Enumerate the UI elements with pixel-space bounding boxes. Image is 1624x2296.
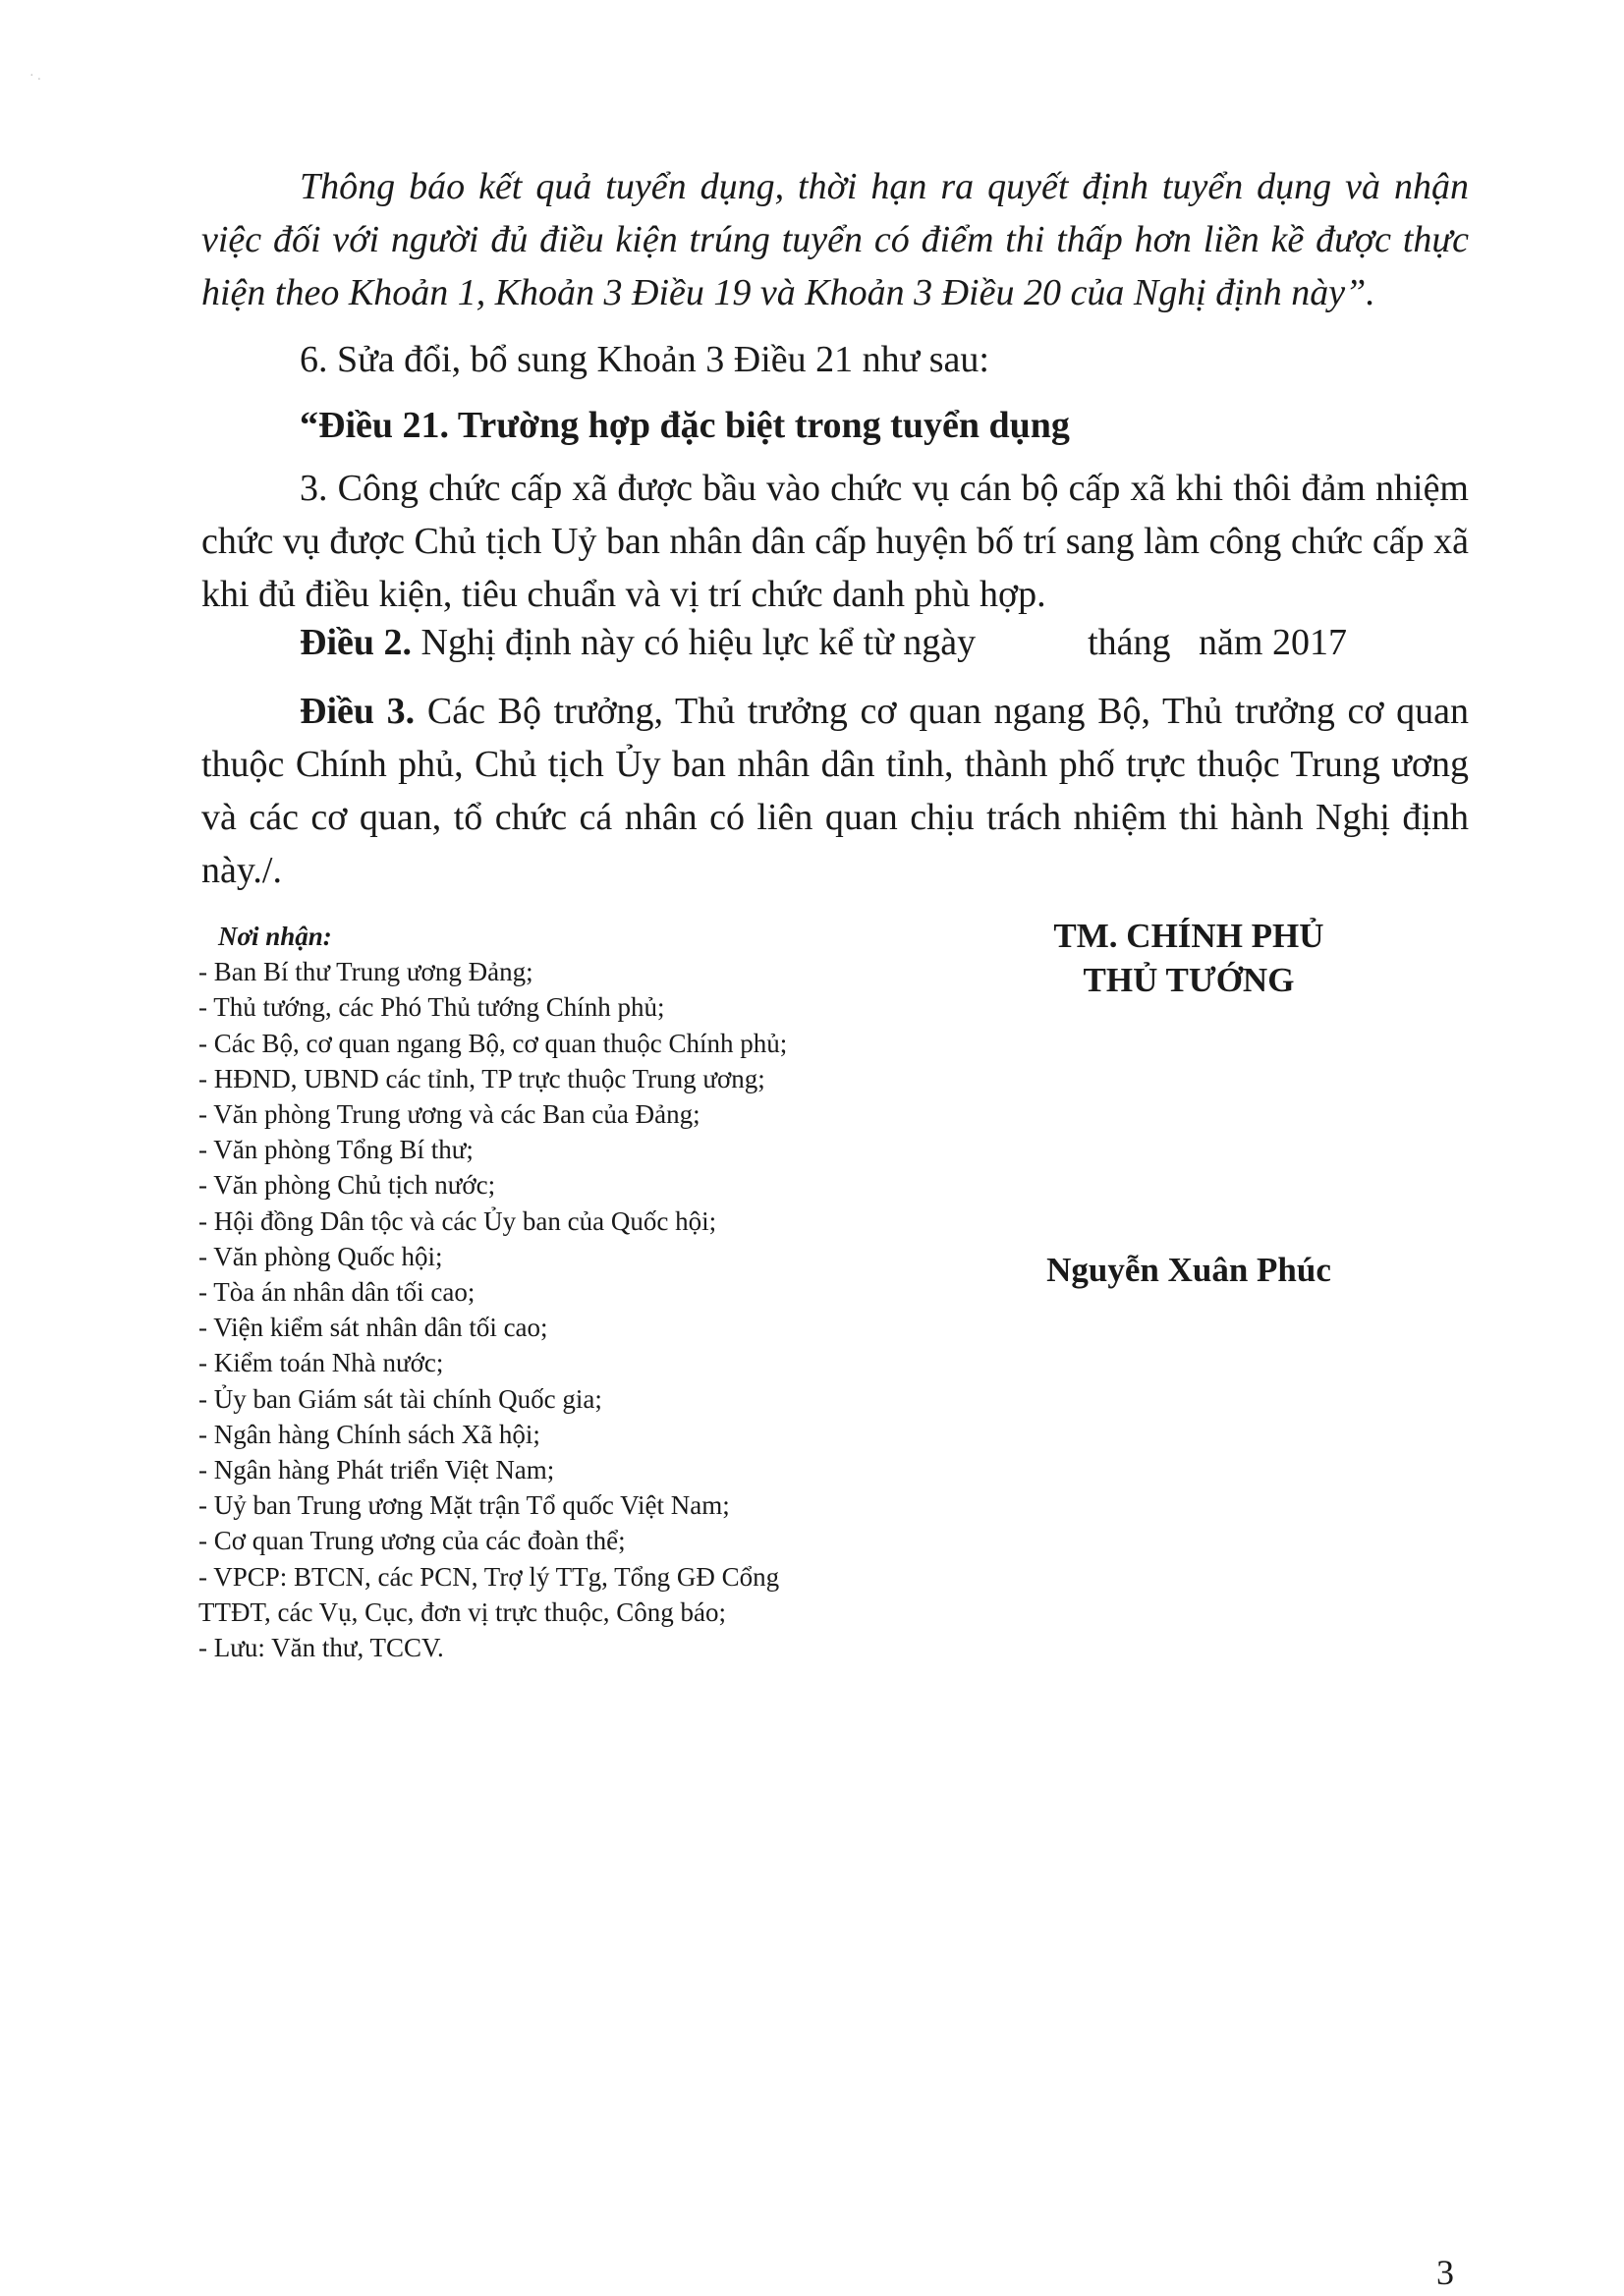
italic-notice-paragraph: Thông báo kết quả tuyển dụng, thời hạn ra quyết định tuyển dụng và nhận việc đối với người đủ điều kiện trúng tuyển có điểm thi thấp hơn liền kề được thực hiện theo Khoản 1, Khoản 3 Điều 19 và Khoản 3 Điều 20 của Nghị định này”. [201, 166, 1469, 313]
clause-3-paragraph: 3. Công chức cấp xã được bầu vào chức vụ cán bộ cấp xã khi thôi đảm nhiệm chức vụ được Chủ tịch Uỷ ban nhân dân cấp huyện bố trí sang làm công chức cấp xã khi đủ điều kiện, tiêu chuẩn và vị trí chức danh phù hợp. [201, 468, 1469, 615]
recipient-item: - Ban Bí thư Trung ương Đảng; [198, 957, 533, 987]
recipient-item: - Thủ tướng, các Phó Thủ tướng Chính phủ; [198, 992, 665, 1023]
amendment-6-line: 6. Sửa đổi, bổ sung Khoản 3 Điều 21 như sau: [300, 339, 989, 380]
recipients-title: Nơi nhận: [218, 922, 332, 951]
article-2-label: Điều 2. [300, 622, 412, 663]
article-3-paragraph [201, 685, 1469, 897]
recipient-item: - Kiểm toán Nhà nước; [198, 1348, 444, 1378]
recipient-item: - HĐND, UBND các tỉnh, TP trực thuộc Trung ương; [198, 1063, 765, 1093]
signature-role: THỦ TƯỚNG [1083, 961, 1295, 999]
recipient-item: - Ngân hàng Chính sách Xã hội; [198, 1419, 540, 1449]
recipient-item: - Cơ quan Trung ương của các đoàn thể; [198, 1526, 626, 1556]
recipient-item: - Các Bộ, cơ quan ngang Bộ, cơ quan thuộc Chính phủ; [198, 1028, 788, 1058]
recipient-item: - Tòa án nhân dân tối cao; [198, 1277, 476, 1308]
article-3-text: Các Bộ trưởng, Thủ trưởng cơ quan ngang Bộ, Thủ trưởng cơ quan thuộc Chính phủ, Chủ tịch Ủy ban nhân dân tỉnh, thành phố trực thuộc Trung ương và các cơ quan, tổ chức cá nhân có liên quan chịu trách nhiệm thi hành Nghị định này./. [201, 691, 1470, 891]
article-21-heading: “Điều 21. Trường hợp đặc biệt trong tuyển dụng [300, 405, 1070, 446]
signature-block [963, 914, 1415, 1002]
article-2-text: Nghị định này có hiệu lực kể từ ngày tháng năm 2017 [420, 622, 1347, 663]
recipient-item: - Viện kiểm sát nhân dân tối cao; [198, 1313, 548, 1343]
recipient-item: - Uỷ ban Trung ương Mặt trận Tổ quốc Việt Nam; [198, 1490, 730, 1521]
recipient-item: - VPCP: BTCN, các PCN, Trợ lý TTg, Tổng GĐ Cổng [198, 1561, 780, 1592]
recipient-item: - Văn phòng Chủ tịch nước; [198, 1170, 496, 1201]
signature-org: TM. CHÍNH PHỦ [1053, 917, 1324, 955]
recipients-block [198, 919, 945, 1665]
article-2-paragraph [201, 616, 1469, 669]
article-3-label: Điều 3. [300, 691, 416, 732]
scan-speck: · . [29, 69, 41, 84]
recipient-item: - Văn phòng Trung ương và các Ban của Đảng; [198, 1099, 700, 1130]
page-number: 3 [1436, 2253, 1454, 2292]
recipient-item: TTĐT, các Vụ, Cục, đơn vị trực thuộc, Công báo; [198, 1596, 727, 1627]
signer-name: Nguyễn Xuân Phúc [1046, 1251, 1331, 1289]
recipient-item: - Văn phòng Quốc hội; [198, 1241, 443, 1271]
recipient-item: - Hội đồng Dân tộc và các Ủy ban của Quốc hội; [198, 1205, 717, 1236]
recipient-item: - Ủy ban Giám sát tài chính Quốc gia; [198, 1383, 602, 1414]
recipient-item: - Ngân hàng Phát triển Việt Nam; [198, 1455, 555, 1485]
recipient-item: - Lưu: Văn thư, TCCV. [198, 1633, 444, 1663]
recipient-item: - Văn phòng Tổng Bí thư; [198, 1135, 474, 1165]
